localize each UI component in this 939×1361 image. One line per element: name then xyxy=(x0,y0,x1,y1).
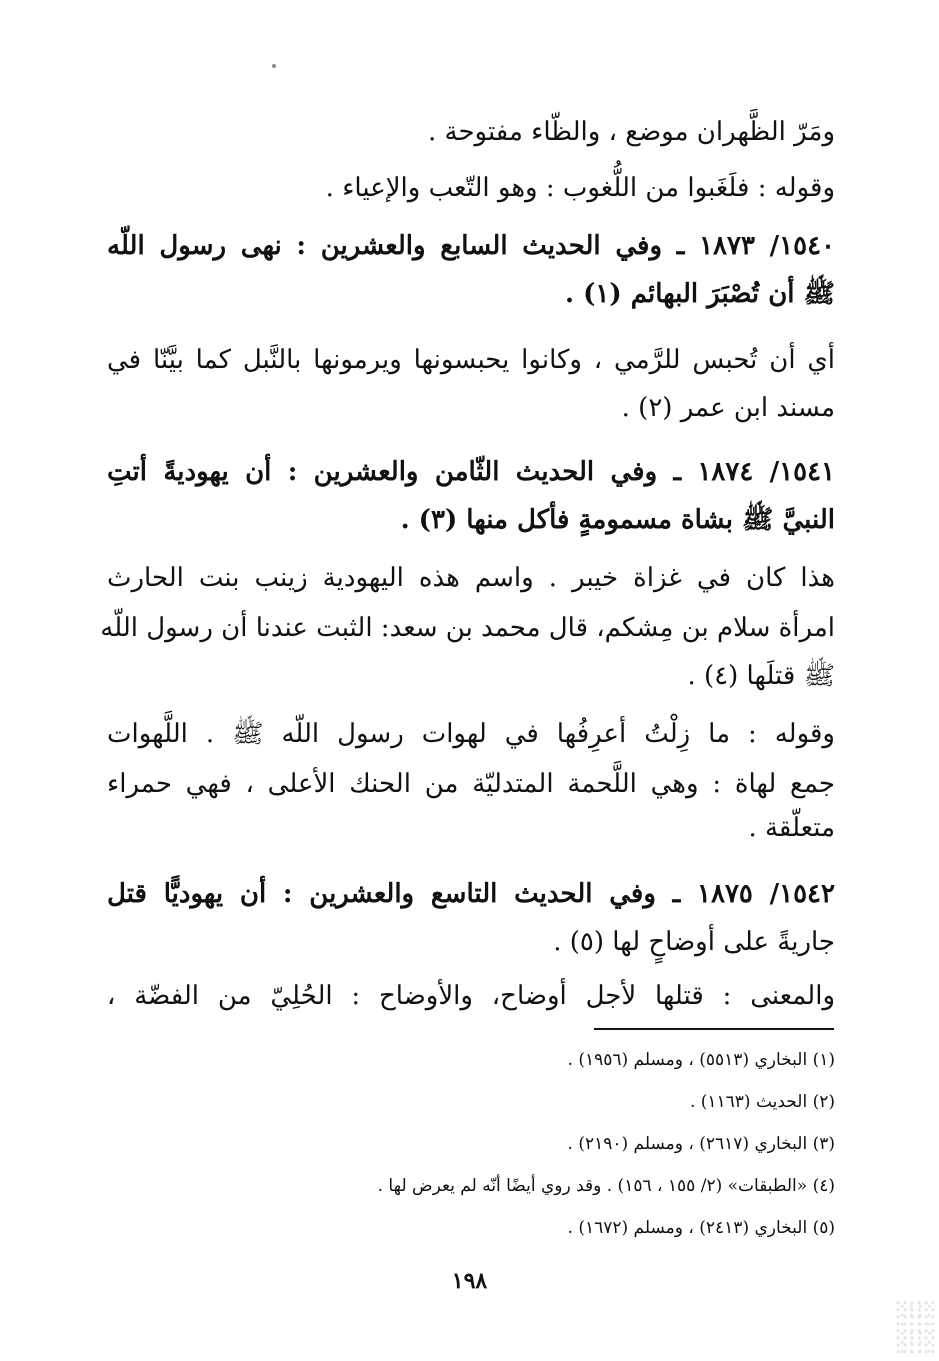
body-line: مسند ابن عمر (٢) . xyxy=(621,393,835,423)
scan-speck xyxy=(272,64,276,68)
footnote: (٣) البخاري (٢٦١٧) ، ومسلم (٢١٩٠) . xyxy=(567,1134,835,1154)
body-line: جاريةً على أوضاحٍ لها (٥) . xyxy=(553,927,835,957)
hadith-heading: ١٥٤٢/ ١٨٧٥ ـ وفي الحديث التاسع والعشرين : أن يهوديًّا قتل xyxy=(107,879,835,909)
body-line: متعلّقة . xyxy=(748,813,835,843)
footnote: (١) البخاري (٥٥١٣) ، ومسلم (١٩٥٦) . xyxy=(567,1050,835,1070)
hadith-heading: ١٥٤٠/ ١٨٧٣ ـ وفي الحديث السابع والعشرين : نهى رسول اللّه xyxy=(107,231,835,261)
scan-noise xyxy=(896,1300,934,1356)
footnote: (٥) البخاري (٢٤١٣) ، ومسلم (١٦٧٢) . xyxy=(567,1218,835,1238)
body-line: والمعنى : قتلها لأجل أوضاح، والأوضاح : الحُلِيّ من الفضّة ، xyxy=(107,981,835,1011)
hadith-heading: النبيَّ ﷺ بشاة مسمومةٍ فأكل منها (٣) . xyxy=(400,505,835,535)
body-line: امرأة سلام بن مِشكم، قال محمد بن سعد: الثبت عندنا أن رسول اللّه xyxy=(100,613,835,643)
body-line: وقوله : فلَغَبوا من اللُّغوب : وهو التّعب والإعياء . xyxy=(325,173,835,203)
body-line: ﷺ قتلَها (٤) . xyxy=(687,661,835,691)
body-line: جمع لهاة : وهي اللَّحمة المتدليّة من الحنك الأعلى ، فهي حمراء xyxy=(107,769,835,799)
hadith-heading: ١٥٤١/ ١٨٧٤ ـ وفي الحديث الثّامن والعشرين : أن يهوديةً أتتِ xyxy=(107,457,835,487)
footnote-separator xyxy=(594,1028,834,1030)
hadith-heading: ﷺ أن تُصْبَرَ البهائم (١) . xyxy=(564,279,835,309)
footnote: (٤) «الطبقات» (٢/ ١٥٥ ، ١٥٦) . وقد روي أيضًا أنّه لم يعرض لها . xyxy=(377,1176,835,1196)
body-line: أي أن تُحبس للرَّمي ، وكانوا يحبسونها ويرمونها بالنَّبل كما بيَّنّا في xyxy=(107,345,835,375)
body-line: وقوله : ما زِلْتُ أعرِفُها في لهوات رسول اللّه ﷺ . اللَّهوات xyxy=(107,719,835,749)
body-line: ومَرّ الظَّهران موضع ، والظّاء مفتوحة . xyxy=(427,117,835,147)
page-number: ١٩٨ xyxy=(451,1268,488,1294)
body-line: هذا كان في غزاة خيبر . واسم هذه اليهودية زينب بنت الحارث xyxy=(107,563,835,593)
footnote: (٢) الحديث (١١٦٣) . xyxy=(689,1092,835,1112)
